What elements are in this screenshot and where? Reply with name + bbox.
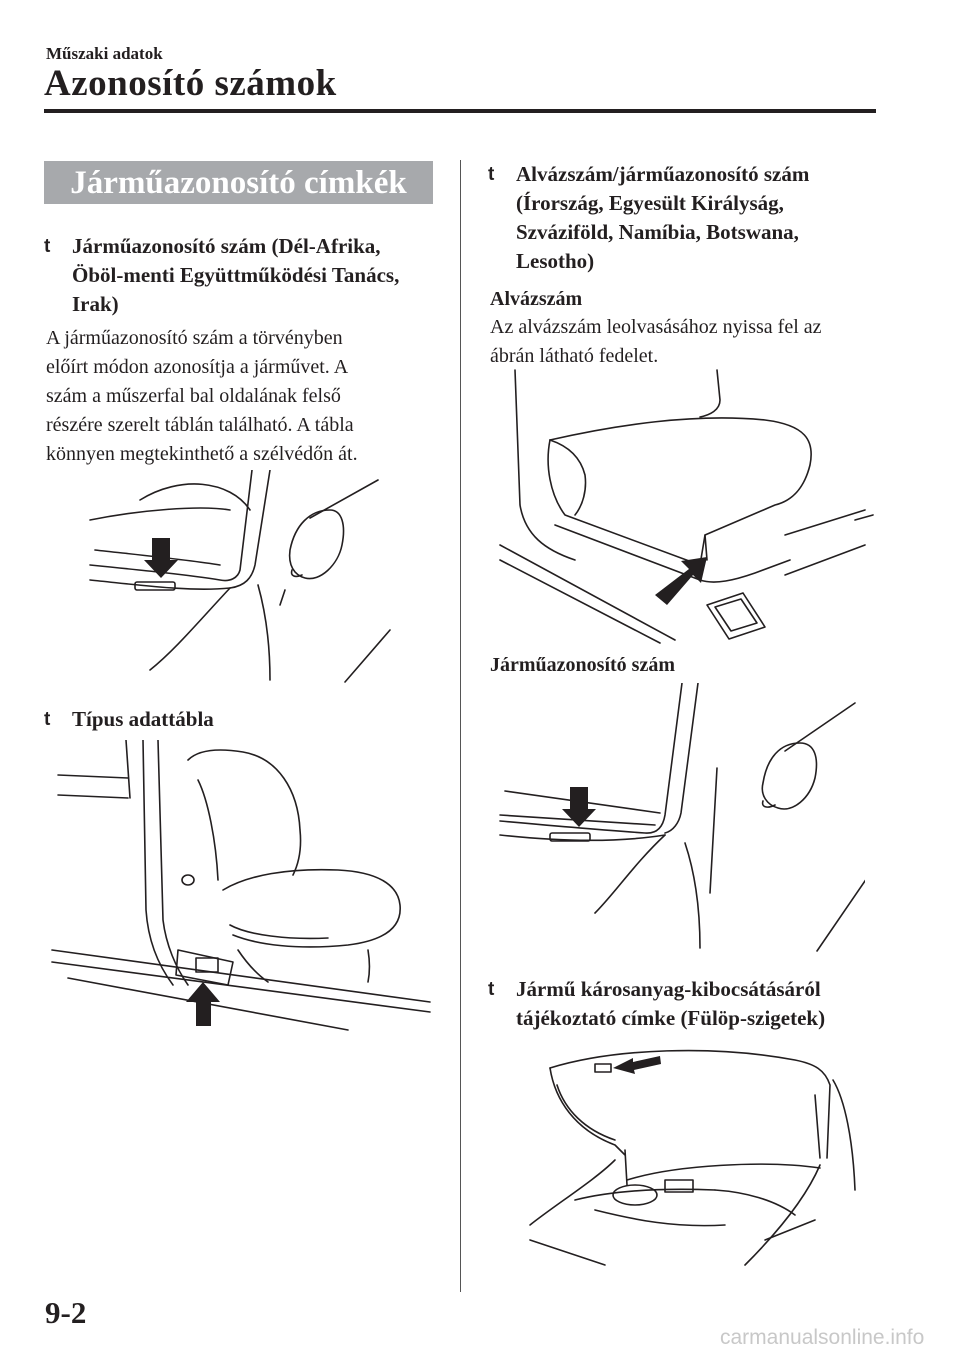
bullet-icon: t xyxy=(488,164,495,185)
seat-floor-cover-icon xyxy=(495,365,875,645)
bullet-icon: t xyxy=(44,709,51,730)
chassis-heading xyxy=(488,160,908,276)
bullet-icon: t xyxy=(44,236,51,257)
door-pillar-plate-icon xyxy=(48,740,438,1040)
open-hood-label-icon xyxy=(515,1040,860,1270)
emission-heading-line: tájékoztató címke (Fülöp-szigetek) xyxy=(516,1006,826,1030)
dashboard-vin-plate-icon xyxy=(80,470,410,690)
paragraph-line: előírt módon azonosítja a járművet. A xyxy=(46,356,349,378)
paragraph-line: ábrán látható fedelet. xyxy=(490,345,659,367)
vin-heading-line: Irak) xyxy=(72,292,119,316)
emission-heading-line: Jármű károsanyag-kibocsátásáról xyxy=(516,977,821,1001)
chassis-heading-line: Alvázszám/járműazonosító szám xyxy=(516,162,810,186)
vin-heading xyxy=(44,232,444,319)
page-title: Azonosító számok xyxy=(44,63,337,104)
vin-paragraph xyxy=(46,324,446,469)
vin-heading-line: Járműazonosító szám (Dél-Afrika, xyxy=(72,234,381,258)
watermark: carmanualsonline.info xyxy=(720,1326,925,1349)
plate-heading-text: Típus adattábla xyxy=(72,707,214,731)
column-divider xyxy=(460,160,461,1292)
vin-caption: Járműazonosító szám xyxy=(490,654,675,676)
chassis-paragraph xyxy=(490,313,910,371)
bullet-icon: t xyxy=(488,979,495,1000)
chassis-heading-line: Szváziföld, Namíbia, Botswana, xyxy=(516,220,799,244)
paragraph-line: A járműazonosító szám a törvényben xyxy=(46,327,343,349)
paragraph-line: Az alvázszám leolvasásához nyissa fel az xyxy=(490,316,822,338)
paragraph-line: részére szerelt táblán található. A tábla xyxy=(46,414,354,436)
chassis-heading-line: Lesotho) xyxy=(516,249,595,273)
vin-heading-line: Öböl-menti Együttműködési Tanács, xyxy=(72,263,400,287)
plate-heading xyxy=(44,705,444,734)
chassis-subheading: Alvázszám xyxy=(490,288,583,310)
breadcrumb: Műszaki adatok xyxy=(46,44,163,63)
page-number: 9-2 xyxy=(45,1295,87,1330)
emission-heading xyxy=(488,975,908,1033)
title-rule xyxy=(44,109,876,113)
paragraph-line: szám a műszerfal bal oldalának felső xyxy=(46,385,341,407)
dashboard-vin-plate-icon xyxy=(495,683,865,958)
section-title: Járműazonosító címkék xyxy=(44,161,433,204)
paragraph-line: könnyen megtekinthető a szélvédőn át. xyxy=(46,443,358,465)
chassis-heading-line: (Írország, Egyesült Királyság, xyxy=(516,191,784,215)
